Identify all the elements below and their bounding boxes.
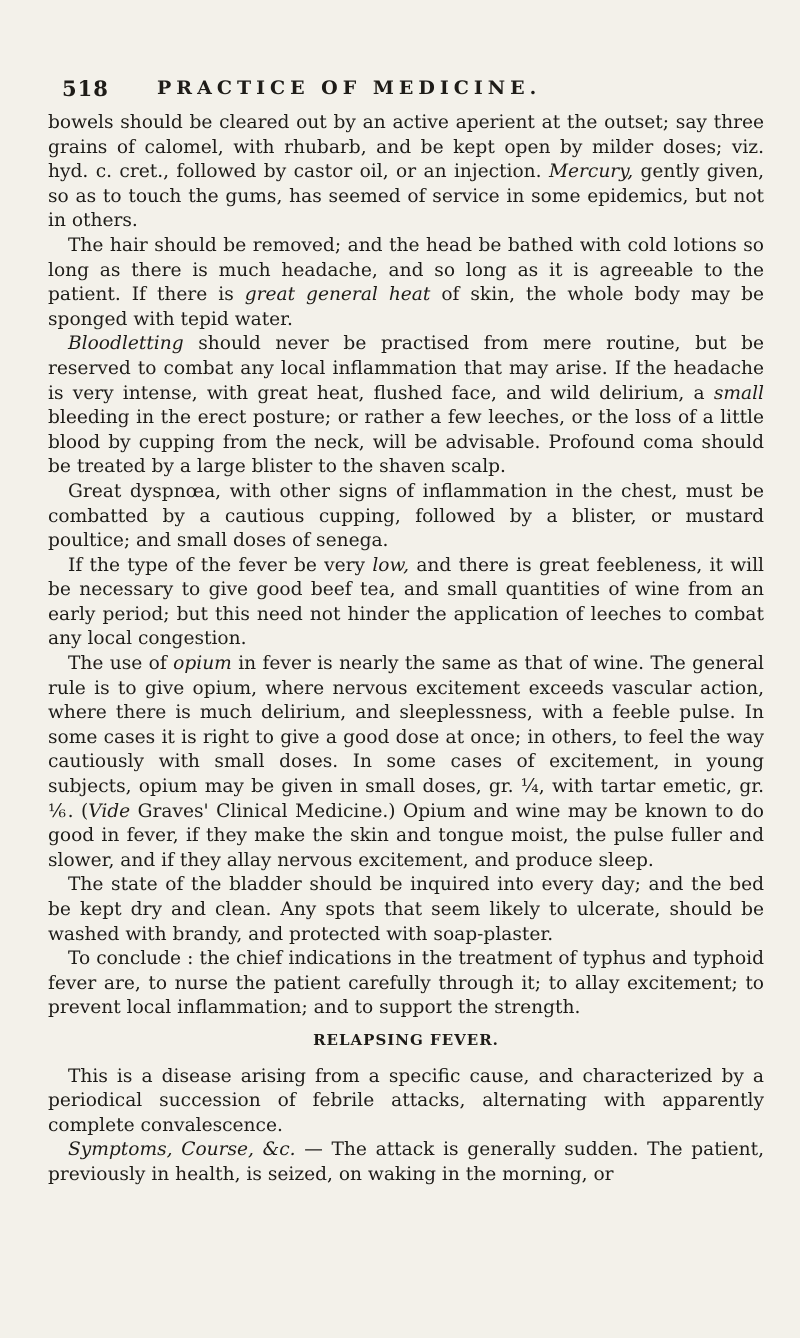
mercury-emphasis: Mercury, (548, 161, 634, 183)
paragraph-symptoms: Symptoms, Course, &c. — The attack is generally sudden. The patient, previously in health, is seized, on waking in the morning, or (48, 1139, 764, 1185)
opium-emphasis: opium (173, 653, 232, 675)
paragraph-relapsing-intro: This is a disease arising from a specific cause, and characterized by a periodical succession of febrile attacks, alternating with apparently complete convalescence. (48, 1065, 764, 1136)
paragraph-dyspnoea: Great dyspnœa, with other signs of inflammation in the chest, must be combatted by a cautious cupping, followed by a blister, or mustard poultice; and small doses of senega. (48, 480, 764, 552)
page-number: 518 (62, 76, 109, 101)
running-title: PRACTICE OF MEDICINE. (157, 77, 542, 99)
paragraph-opium: The use of opium in fever is nearly the same as that of wine. The general rule is to give opium, where nervous excitement exceeds vascular action, where there is much delirium, and sleeplessness, with a feeble pulse. In some cases it is right to give a good dose at once; in others, to feel the way cautiously with small doses. In some cases of excitement, in young subjects, opium may be given in small doses, gr. ¼, with tartar emetic, gr. ⅙. (Vide Graves' Clinical Medicine.) Opium and wine may be known to do good in fever, if they make the skin and tongue moist, the pulse fuller and slower, and if they allay nervous excitement, and produce sleep. (48, 653, 764, 871)
low-emphasis: low, (372, 554, 410, 576)
paragraph-bladder: The state of the bladder should be inquired into every day; and the bed be kept dry and clean. Any spots that seem likely to ulcerate, should be washed with brandy, and protected with soap-plaster. (48, 874, 764, 945)
body-text (48, 111, 764, 1188)
symptoms-emphasis: Symptoms, Course, &c. (68, 1139, 296, 1161)
paragraph-low-fever: If the type of the fever be very low, and there is great feebleness, it will be necessary to give good beef tea, and small quantities of wine from an early period; but this need not hinder the application of leeches to combat any local congestion. (48, 554, 764, 650)
paragraph-bloodletting: Bloodletting should never be practised from mere routine, but be reserved to combat any local inflammation that may arise. If the headache is very intense, with great heat, flushed face, and wild delirium, a small bleeding in the erect posture; or rather a few leeches, or the loss of a little blood by cupping from the neck, will be advisable. Profound coma should be treated by a large blister to the shaven scalp. (48, 333, 764, 478)
paragraph-conclusion: To conclude : the chief indications in the treatment of typhus and typhoid fever are, to nurse the patient carefully through it; to allay excitement; to prevent local inflammation; and to support the strength. (48, 948, 764, 1019)
section-heading: RELAPSING FEVER. (313, 1030, 499, 1049)
vide-emphasis: Vide (88, 800, 131, 822)
general-heat-emphasis: great general heat (244, 284, 431, 306)
bloodletting-emphasis: Bloodletting (68, 333, 184, 355)
small-emphasis: small (713, 382, 764, 404)
paragraph-bowels: bowels should be cleared out by an active aperient at the outset; say three grains of calomel, with rhubarb, and be kept open by milder doses; viz. hyd. c. cret., followed by castor oil, or an injection. Mercury, gently given, so as to touch the gums, has seemed of service in some epidemics, but not in others. (48, 112, 764, 232)
paragraph-hair: The hair should be removed; and the head be bathed with cold lotions so long as there is much headache, and so long as it is agreeable to the patient. If there is great general heat of skin, the whole body may be sponged with tepid water. (48, 234, 764, 330)
page-header (62, 76, 762, 106)
